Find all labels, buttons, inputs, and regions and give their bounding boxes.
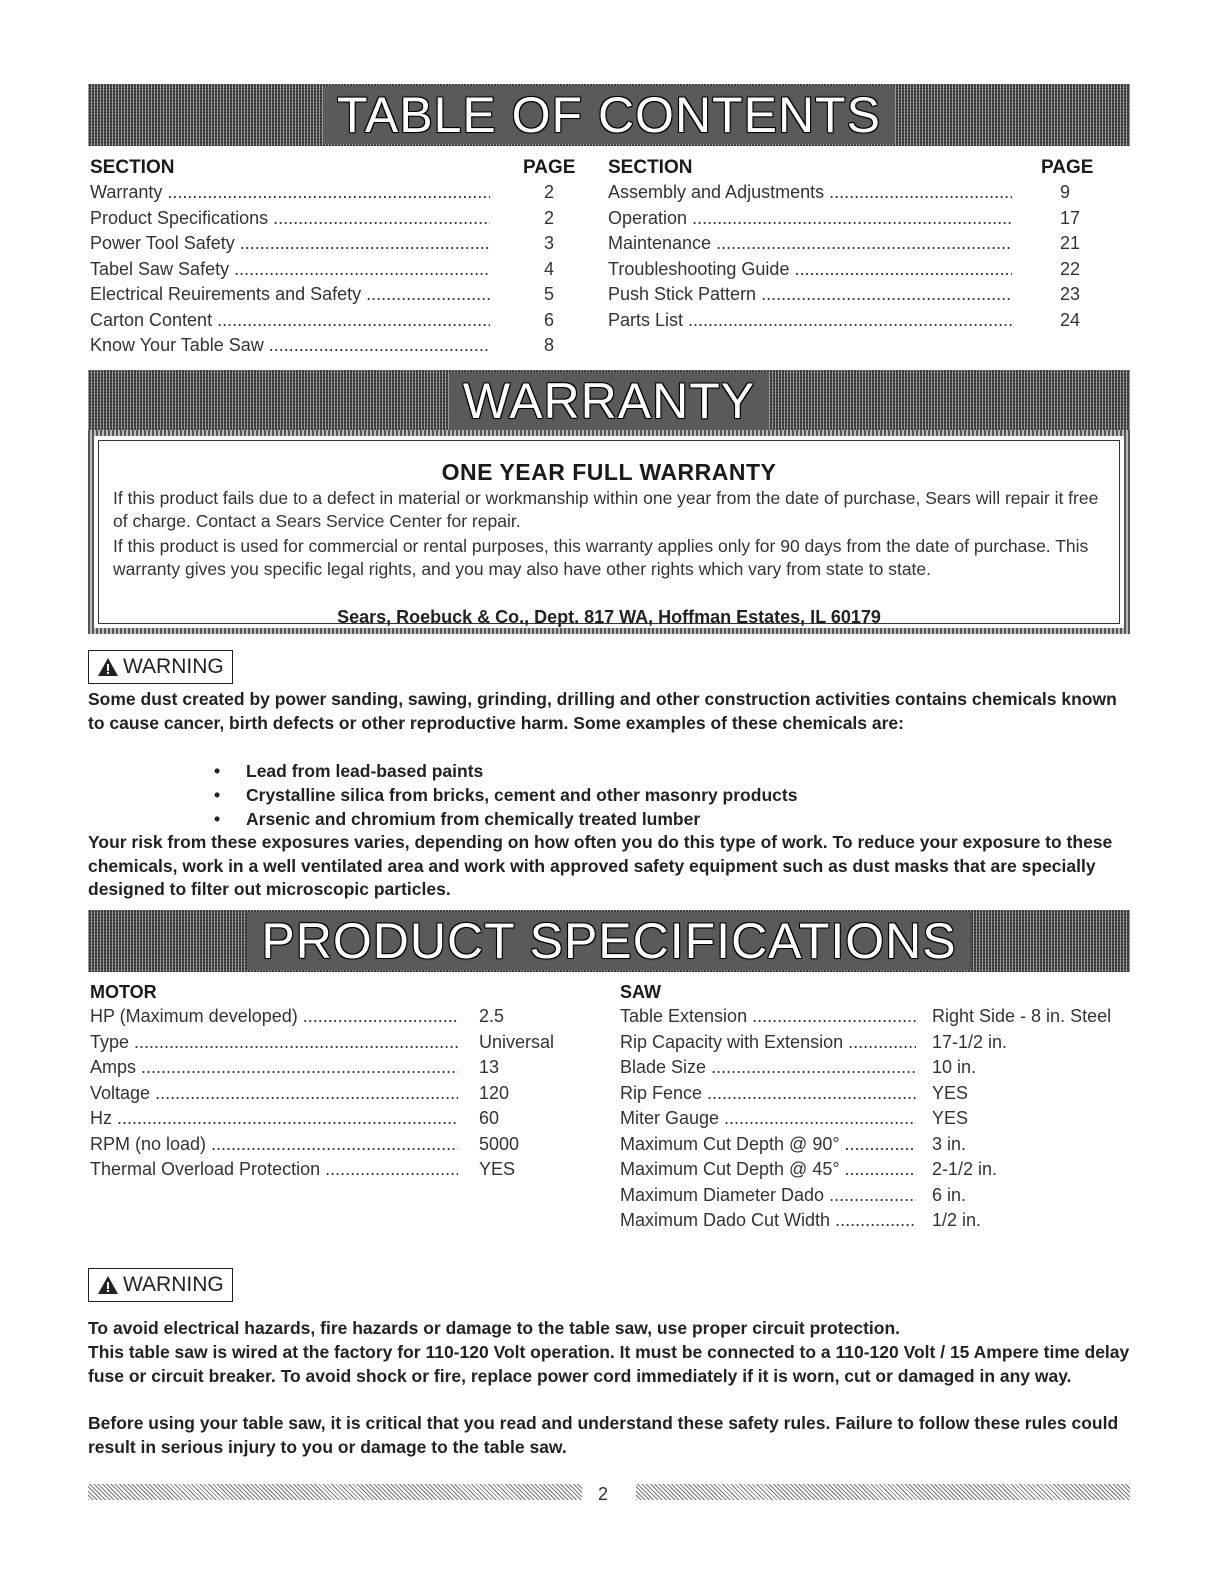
saw-spec-label-text: Rip Fence ..... [620, 1083, 916, 1104]
saw-spec-label [620, 1032, 916, 1053]
saw-spec-label-text: Maximum Cut Depth @ 90° ..... [620, 1134, 916, 1155]
motor-spec-label-text: Hz ..... [90, 1108, 458, 1129]
saw-spec-value: Right Side - 8 in. Steel [932, 1006, 1112, 1026]
saw-header: SAW [620, 982, 662, 1002]
toc-banner [88, 84, 1130, 146]
toc-entry-label-text: Product Specifications ..... [90, 208, 490, 229]
motor-spec-label [90, 1057, 458, 1078]
toc-entry-label [608, 310, 1012, 331]
warranty-inner-frame [98, 440, 1120, 627]
motor-spec-label [90, 1134, 458, 1155]
toc-entry-label [90, 284, 490, 305]
toc-entry-label-text: Push Stick Pattern ..... [608, 284, 1012, 305]
motor-spec-label-text: HP (Maximum developed) ..... [90, 1006, 458, 1027]
toc-banner-title: TABLE OF CONTENTS [323, 86, 895, 144]
warning-1-bullet-list [214, 759, 797, 831]
toc-entry-label [608, 259, 1012, 280]
toc-entry-label-text: Troubleshooting Guide ..... [608, 259, 1012, 280]
warning-1-bullet: • Arsenic and chromium from chemically treated lumber [214, 807, 797, 831]
toc-entry-label-text: Parts List ..... [608, 310, 1012, 331]
saw-spec-label [620, 1210, 916, 1231]
toc-entry-page: 9 [1060, 182, 1071, 202]
warning-badge-1 [88, 650, 233, 684]
toc-entry-label-text: Electrical Reuirements and Safety ..... [90, 284, 490, 305]
saw-spec-label-text: Rip Capacity with Extension ..... [620, 1032, 916, 1053]
specs-banner-title: PRODUCT SPECIFICATIONS [247, 912, 970, 970]
warning-2-paragraph-3: Before using your table saw, it is critical that you read and understand these safety rules. Failure to follow these rules could result in serious injury to you or damage to the table saw. [88, 1413, 1119, 1457]
toc-entry-label [608, 182, 1012, 203]
saw-spec-value: YES [932, 1082, 969, 1103]
toc-entry-label [90, 208, 490, 229]
warranty-address: Sears, Roebuck & Co., Dept. 817 WA, Hoffman Estates, IL 60179 [337, 607, 881, 627]
toc-entry-label [608, 284, 1012, 305]
toc-section-header-left: SECTION [90, 157, 175, 178]
toc-entry-label-text: Operation ..... [608, 208, 1012, 229]
motor-spec-value: 13 [479, 1057, 500, 1077]
saw-spec-label [620, 1159, 916, 1180]
saw-spec-label-text: Miter Gauge ..... [620, 1108, 916, 1129]
motor-spec-label [90, 1159, 458, 1180]
toc-entry-label [90, 335, 490, 356]
warranty-paragraph-2: If this product is used for commercial or rental purposes, this warranty applies only for 90 days from the date of purchase. This warranty gives you specific legal rights, and you may also have other rights which vary from state to state. [113, 536, 1089, 579]
warranty-banner-title: WARRANTY [449, 372, 769, 430]
warning-2-paragraph-1: To avoid electrical hazards, fire hazards or damage to the table saw, use proper circuit protection. [88, 1318, 901, 1338]
warranty-paragraph-1: If this product fails due to a defect in material or workmanship within one year from the date of purchase, Sears will repair it free of charge. Contact a Sears Service Center for repair. [113, 488, 1099, 531]
warning-badge-2-label: WARNING [123, 1273, 224, 1296]
toc-entry-label [608, 233, 1012, 254]
motor-spec-value: 2.5 [479, 1006, 505, 1026]
warning-1-outro: Your risk from these exposures varies, depending on how often you do this type of work. To reduce your exposure to these chemicals, work in a well ventilated area and work with approved safety equipment such as dust masks that are specially designed to filter out microscopic particles. [88, 832, 1113, 899]
motor-spec-label [90, 1108, 458, 1129]
page-number: 2 [598, 1484, 609, 1504]
toc-entry-label [90, 233, 490, 254]
saw-spec-value: 6 in. [932, 1184, 967, 1205]
motor-spec-label-text: Thermal Overload Protection ..... [90, 1159, 458, 1180]
toc-page-header-left: PAGE [523, 157, 576, 178]
toc-entry-page: 17 [1060, 207, 1081, 228]
toc-entry-page: 8 [544, 335, 555, 355]
toc-page-header-right: PAGE [1041, 157, 1094, 178]
toc-entry-label-text: Assembly and Adjustments ..... [608, 182, 1012, 203]
warranty-box [88, 430, 1130, 634]
saw-spec-value: 17-1/2 in. [932, 1031, 1008, 1052]
toc-entry-page: 4 [544, 258, 555, 279]
motor-spec-label-text: Amps ..... [90, 1057, 458, 1078]
saw-spec-value: YES [932, 1108, 969, 1128]
motor-spec-value: 60 [479, 1108, 500, 1128]
warning-triangle-icon [97, 1275, 119, 1295]
toc-entry-page: 3 [544, 233, 555, 253]
motor-spec-label [90, 1006, 458, 1027]
toc-entry-label [90, 259, 490, 280]
toc-entry-page: 24 [1060, 309, 1081, 330]
saw-spec-label-text: Table Extension ..... [620, 1006, 916, 1027]
saw-spec-label [620, 1057, 916, 1078]
toc-entry-page: 2 [544, 207, 555, 228]
saw-spec-value: 2-1/2 in. [932, 1159, 998, 1179]
warranty-banner [88, 370, 1130, 432]
toc-entry-page: 21 [1060, 233, 1081, 253]
footer-bar-left [88, 1484, 582, 1500]
toc-entry-label [90, 182, 490, 203]
warning-1-bullet: • Crystalline silica from bricks, cement and other masonry products [214, 783, 797, 807]
toc-entry-label-text: Know Your Table Saw ..... [90, 335, 490, 356]
saw-spec-label-text: Maximum Dado Cut Width ..... [620, 1210, 916, 1231]
motor-spec-value: 5000 [479, 1133, 520, 1154]
motor-spec-value: 120 [479, 1082, 510, 1103]
saw-spec-label-text: Maximum Diameter Dado ..... [620, 1185, 916, 1206]
saw-spec-label [620, 1083, 916, 1104]
toc-entry-page: 5 [544, 284, 555, 304]
toc-entry-label-text: Maintenance ..... [608, 233, 1012, 254]
saw-spec-label-text: Maximum Cut Depth @ 45° ..... [620, 1159, 916, 1180]
toc-entry-label-text: Carton Content ..... [90, 310, 490, 331]
saw-spec-label-text: Blade Size ..... [620, 1057, 916, 1078]
saw-spec-value: 1/2 in. [932, 1210, 982, 1230]
warning-badge-2 [88, 1268, 233, 1302]
saw-spec-label [620, 1108, 916, 1129]
warning-2-paragraph-2: This table saw is wired at the factory for 110-120 Volt operation. It must be connected to a 110-120 Volt / 15 Ampere time delay fuse or circuit breaker. To avoid shock or fire, replace power cord immediately if it is worn, cut or damaged in any way. [88, 1342, 1130, 1386]
motor-spec-label-text: Voltage ..... [90, 1083, 458, 1104]
motor-spec-value: Universal [479, 1031, 555, 1052]
toc-entry-label-text: Warranty ..... [90, 182, 490, 203]
warning-badge-1-label: WARNING [123, 655, 224, 678]
motor-spec-label [90, 1083, 458, 1104]
saw-spec-value: 3 in. [932, 1133, 967, 1154]
toc-entry-label-text: Tabel Saw Safety ..... [90, 259, 490, 280]
saw-spec-value: 10 in. [932, 1057, 977, 1077]
toc-entry-page: 2 [544, 182, 555, 202]
saw-spec-label [620, 1006, 916, 1027]
motor-spec-label [90, 1032, 458, 1053]
toc-section-header-right: SECTION [608, 157, 693, 178]
motor-spec-label-text: Type ..... [90, 1032, 458, 1053]
warning-1-bullet: • Lead from lead-based paints [214, 759, 797, 783]
toc-entry-page: 22 [1060, 258, 1081, 279]
toc-entry-page: 23 [1060, 284, 1081, 304]
warning-1-intro: Some dust created by power sanding, sawing, grinding, drilling and other construction activities contains chemicals known to cause cancer, birth defects or other reproductive harm. Some examples of these chemicals are: [88, 689, 1117, 733]
motor-header: MOTOR [90, 982, 157, 1002]
specs-banner [88, 910, 1130, 972]
motor-spec-label-text: RPM (no load) ..... [90, 1134, 458, 1155]
motor-spec-value: YES [479, 1159, 516, 1179]
saw-spec-label [620, 1185, 916, 1206]
warranty-title: ONE YEAR FULL WARRANTY [441, 459, 777, 485]
warning-triangle-icon [97, 657, 119, 677]
toc-entry-label-text: Power Tool Safety ..... [90, 233, 490, 254]
footer-bar-right [636, 1484, 1130, 1500]
saw-spec-label [620, 1134, 916, 1155]
toc-entry-label [90, 310, 490, 331]
toc-entry-page: 6 [544, 309, 555, 330]
toc-entry-label [608, 208, 1012, 229]
